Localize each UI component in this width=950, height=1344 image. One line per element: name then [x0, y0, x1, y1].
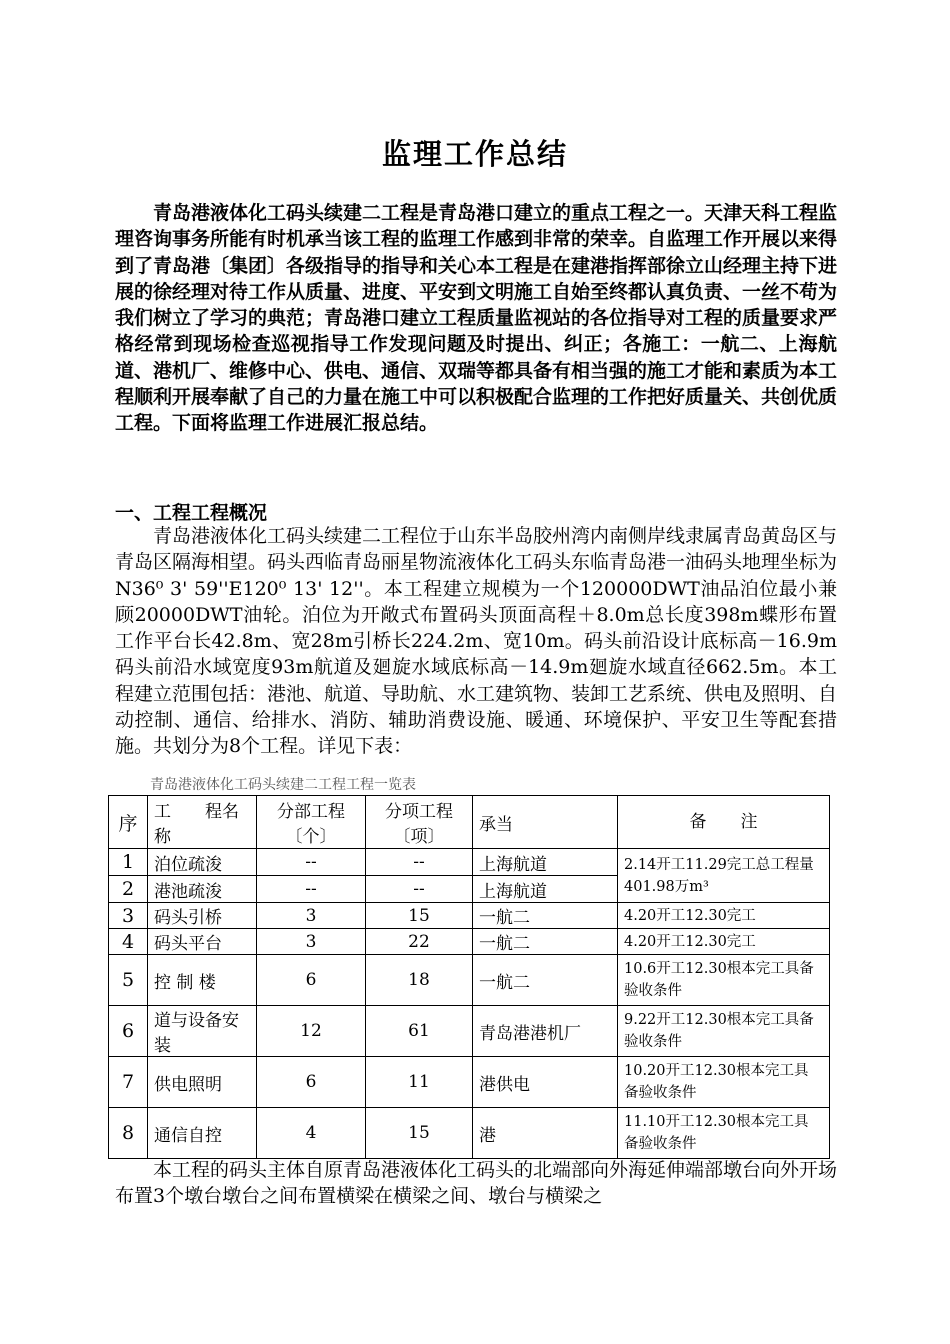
cell-by: 上海航道 [473, 849, 618, 876]
cell-by: 一航二 [473, 929, 618, 955]
header-sub: 分部工程〔个〕 [257, 796, 366, 849]
cell-item: -- [366, 849, 473, 876]
cell-sub: -- [257, 876, 366, 903]
table-row [109, 849, 830, 876]
cell-sub: -- [257, 849, 366, 876]
header-by: 承当 [473, 796, 618, 849]
table-row [109, 955, 830, 1006]
cell-name: 供电照明 [148, 1057, 257, 1108]
header-name: 工 程名称 [148, 796, 257, 849]
table-row [109, 903, 830, 929]
overview-paragraph: 青岛港液体化工码头续建二工程位于山东半岛胶州湾内南侧岸线隶属青岛黄岛区与青岛区隔海相望。码头西临青岛丽星物流液体化工码头东临青岛港一油码头地理坐标为N36⁰ 3' 59''E120⁰ 13' 12''。本工程建立规模为一个120000DWT油品泊位最小兼顾20000DWT油轮。泊位为开敞式布置码头顶面高程＋8.0m总长度398m蝶形布置工作平台长42.8m、宽28m引桥长224.2m、宽10m。码头前沿设计底标高－16.9m码头前沿水域宽度93m航道及廻旋水域底标高－14.9m廻旋水域直径662.5m。本工程建立范围包括：港池、航道、导助航、水工建筑物、装卸工艺系统、供电及照明、自动控制、通信、给排水、消防、辅助消费设施、暖通、环境保护、平安卫生等配套措施。共划分为8个工程。详见下表： [115, 525, 838, 758]
cell-note: 10.20开工12.30根本完工具备验收条件 [618, 1057, 830, 1108]
cell-no: 5 [109, 955, 148, 1006]
cell-item: 61 [366, 1006, 473, 1057]
cell-item: 15 [366, 903, 473, 929]
cell-by: 港供电 [473, 1057, 618, 1108]
cell-note: 4.20开工12.30完工 [618, 929, 830, 955]
cell-note: 10.6开工12.30根本完工具备验收条件 [618, 955, 830, 1006]
cell-name: 码头引桥 [148, 903, 257, 929]
cell-by: 青岛港港机厂 [473, 1006, 618, 1057]
cell-no: 3 [109, 903, 148, 929]
cell-note: 9.22开工12.30根本完工具备验收条件 [618, 1006, 830, 1057]
cell-item: 18 [366, 955, 473, 1006]
cell-note: 11.10开工12.30根本完工具备验收条件 [618, 1108, 830, 1159]
table-row [109, 1057, 830, 1108]
cell-note: 4.20开工12.30完工 [618, 903, 830, 929]
cell-name: 码头平台 [148, 929, 257, 955]
header-item: 分项工程〔项〕 [366, 796, 473, 849]
cell-item: 11 [366, 1057, 473, 1108]
header-note: 备 注 [618, 796, 830, 849]
cell-item: 22 [366, 929, 473, 955]
cell-no: 8 [109, 1108, 148, 1159]
cell-no: 4 [109, 929, 148, 955]
table-row [109, 929, 830, 955]
table-caption: 青岛港液体化工码头续建二工程工程一览表 [150, 777, 416, 793]
cell-name: 港池疏浚 [148, 876, 257, 903]
header-no: 序 [109, 796, 148, 849]
table-header-row [109, 796, 830, 849]
cell-by: 一航二 [473, 903, 618, 929]
cell-sub: 3 [257, 929, 366, 955]
cell-name: 道与设备安装 [148, 1006, 257, 1057]
table-row [109, 1108, 830, 1159]
cell-by: 港 [473, 1108, 618, 1159]
cell-name: 泊位疏浚 [148, 849, 257, 876]
cell-by: 上海航道 [473, 876, 618, 903]
cell-name: 控 制 楼 [148, 955, 257, 1006]
intro-paragraph: 青岛港液体化工码头续建二工程是青岛港口建立的重点工程之一。天津天科工程监理咨询事务所能有时机承当该工程的监理工作感到非常的荣幸。自监理工作开展以来得到了青岛港〔集团〕各级指导的指导和关心本工程是在建港指挥部徐立山经理主持下进展的徐经理对待工作从质量、进度、平安到文明施工自始至终都认真负责、一丝不苟为我们树立了学习的典范；青岛港口建立工程质量监视站的各位指导对工程的质量要求严格经常到现场检查巡视指导工作发现问题及时提出、纠正；各施工：一航二、上海航道、港机厂、维修中心、供电、通信、双瑞等都具备有相当强的施工才能和素质为本工程顺利开展奉献了自己的力量在施工中可以积极配合监理的工作把好质量关、共创优质工程。下面将监理工作进展汇报总结。 [115, 202, 838, 435]
cell-item: -- [366, 876, 473, 903]
cell-sub: 6 [257, 955, 366, 1006]
cell-no: 1 [109, 849, 148, 876]
section-heading: 一、工程工程概况 [115, 502, 268, 524]
cell-no: 6 [109, 1006, 148, 1057]
cell-sub: 12 [257, 1006, 366, 1057]
cell-no: 7 [109, 1057, 148, 1108]
table-row [109, 1006, 830, 1057]
closing-paragraph: 本工程的码头主体自原青岛港液体化工码头的北端部向外海延伸端部墩台向外开场布置3个墩台墩台之间布置横梁在横梁之间、墩台与横梁之 [115, 1159, 838, 1208]
cell-note-merged: 2.14开工11.29完工总工程量401.98万m³ [618, 849, 830, 903]
cell-item: 15 [366, 1108, 473, 1159]
project-table [108, 795, 830, 1159]
cell-by: 一航二 [473, 955, 618, 1006]
cell-name: 通信自控 [148, 1108, 257, 1159]
cell-sub: 6 [257, 1057, 366, 1108]
cell-sub: 3 [257, 903, 366, 929]
page-title: 监理工作总结 [381, 137, 568, 171]
cell-no: 2 [109, 876, 148, 903]
cell-sub: 4 [257, 1108, 366, 1159]
